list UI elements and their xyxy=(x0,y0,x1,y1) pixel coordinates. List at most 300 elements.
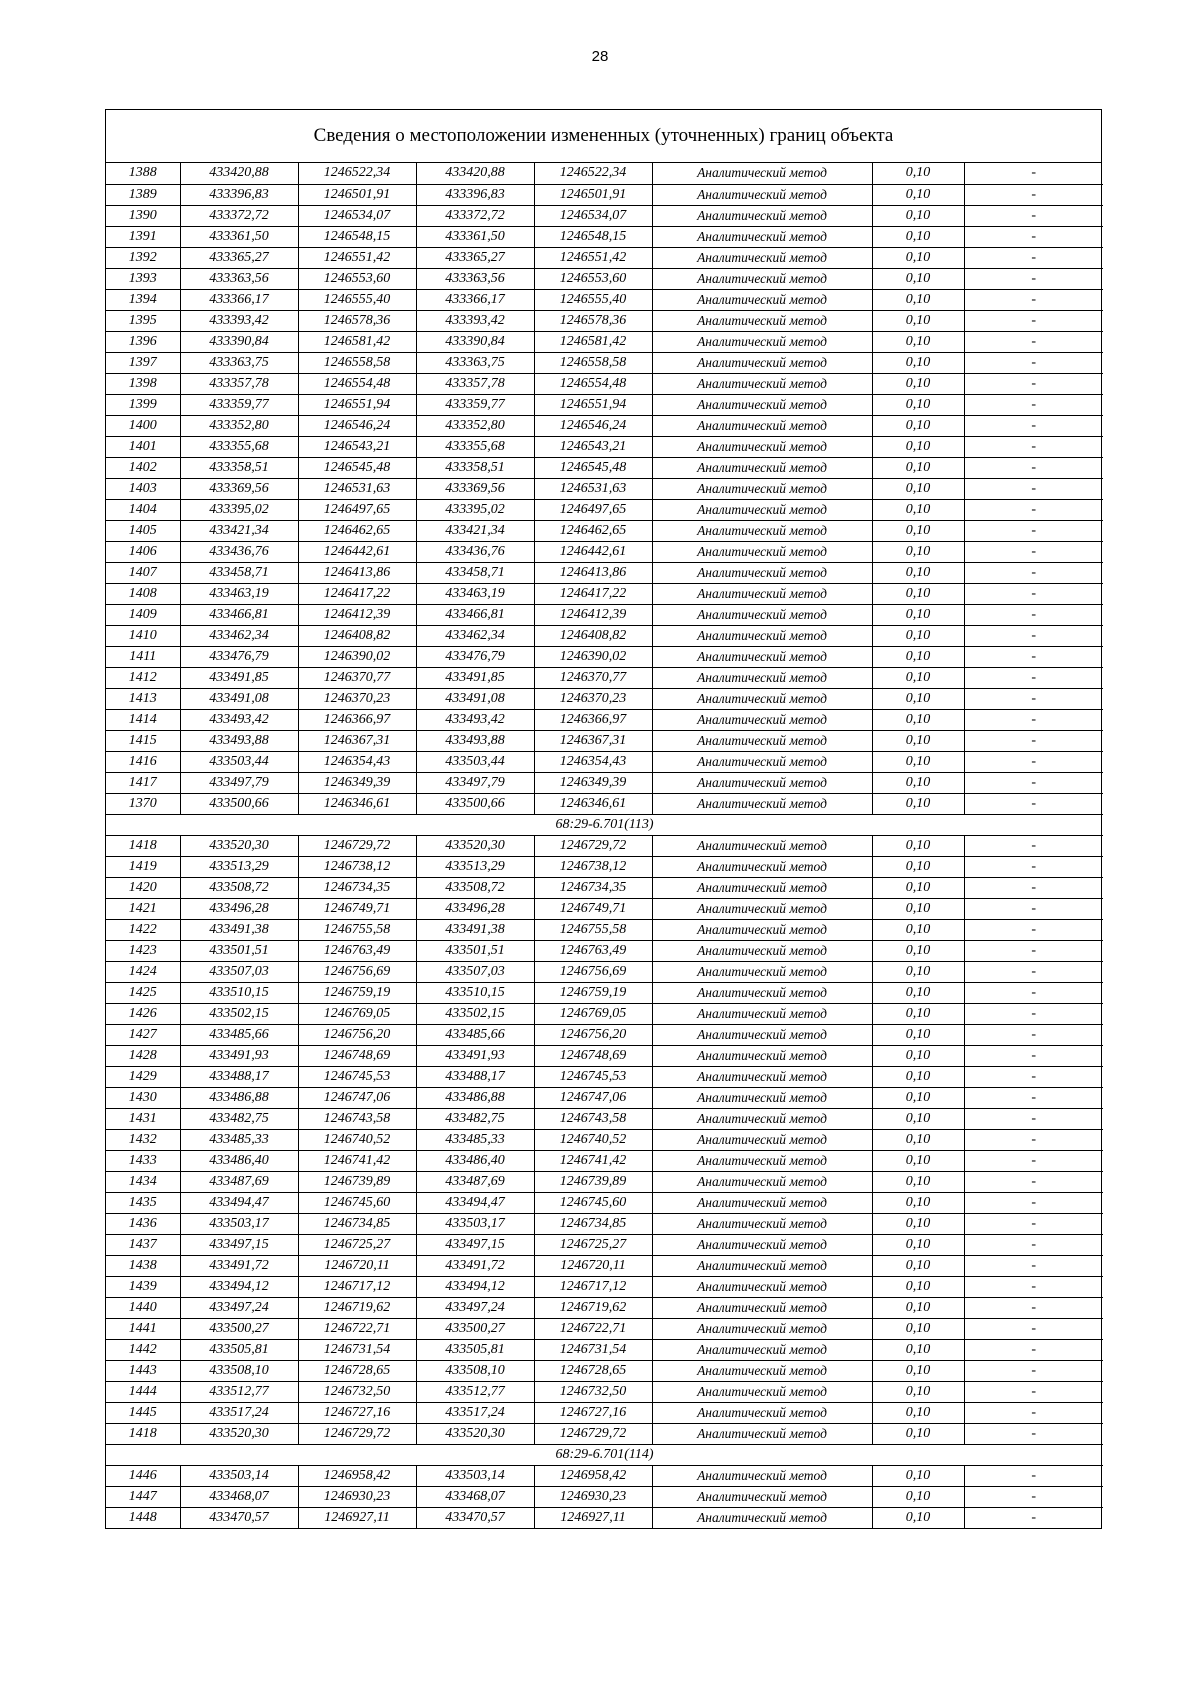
table-row xyxy=(106,1024,1103,1045)
point-number-cell: 1441 xyxy=(106,1318,180,1339)
method-cell: Аналитический метод xyxy=(652,793,872,814)
point-number-cell: 1370 xyxy=(106,793,180,814)
accuracy-cell: 0,10 xyxy=(872,667,964,688)
x-old-cell: 433476,79 xyxy=(180,646,298,667)
y-old-cell: 1246745,60 xyxy=(298,1192,416,1213)
x-old-cell: 433512,77 xyxy=(180,1381,298,1402)
y-old-cell: 1246370,23 xyxy=(298,688,416,709)
method-cell: Аналитический метод xyxy=(652,499,872,520)
x-new-cell: 433363,56 xyxy=(416,268,534,289)
y-new-cell: 1246545,48 xyxy=(534,457,652,478)
description-cell: - xyxy=(964,1381,1103,1402)
table-row xyxy=(106,793,1103,814)
y-new-cell: 1246390,02 xyxy=(534,646,652,667)
x-new-cell: 433513,29 xyxy=(416,856,534,877)
description-cell: - xyxy=(964,1318,1103,1339)
y-new-cell: 1246717,12 xyxy=(534,1276,652,1297)
y-new-cell: 1246725,27 xyxy=(534,1234,652,1255)
point-number-cell: 1435 xyxy=(106,1192,180,1213)
table-title: Сведения о местоположении измененных (уточненных) границ объекта xyxy=(106,110,1101,163)
y-new-cell: 1246930,23 xyxy=(534,1486,652,1507)
description-cell: - xyxy=(964,856,1103,877)
table-row xyxy=(106,1171,1103,1192)
table-row xyxy=(106,646,1103,667)
accuracy-cell: 0,10 xyxy=(872,982,964,1003)
description-cell: - xyxy=(964,1108,1103,1129)
y-old-cell: 1246732,50 xyxy=(298,1381,416,1402)
description-cell: - xyxy=(964,352,1103,373)
table-row xyxy=(106,520,1103,541)
description-cell: - xyxy=(964,1213,1103,1234)
table-row xyxy=(106,1360,1103,1381)
accuracy-cell: 0,10 xyxy=(872,1045,964,1066)
method-cell: Аналитический метод xyxy=(652,1276,872,1297)
accuracy-cell: 0,10 xyxy=(872,247,964,268)
y-new-cell: 1246727,16 xyxy=(534,1402,652,1423)
y-new-cell: 1246366,97 xyxy=(534,709,652,730)
accuracy-cell: 0,10 xyxy=(872,1024,964,1045)
description-cell: - xyxy=(964,1129,1103,1150)
point-number-cell: 1402 xyxy=(106,457,180,478)
y-new-cell: 1246346,61 xyxy=(534,793,652,814)
y-new-cell: 1246578,36 xyxy=(534,310,652,331)
x-new-cell: 433488,17 xyxy=(416,1066,534,1087)
description-cell: - xyxy=(964,1486,1103,1507)
x-new-cell: 433485,33 xyxy=(416,1129,534,1150)
page-number: 28 xyxy=(591,48,609,65)
y-old-cell: 1246413,86 xyxy=(298,562,416,583)
x-new-cell: 433502,15 xyxy=(416,1003,534,1024)
description-cell: - xyxy=(964,1087,1103,1108)
y-old-cell: 1246930,23 xyxy=(298,1486,416,1507)
y-old-cell: 1246462,65 xyxy=(298,520,416,541)
table-row xyxy=(106,1066,1103,1087)
accuracy-cell: 0,10 xyxy=(872,1192,964,1213)
y-new-cell: 1246732,50 xyxy=(534,1381,652,1402)
table-row xyxy=(106,982,1103,1003)
accuracy-cell: 0,10 xyxy=(872,1381,964,1402)
accuracy-cell: 0,10 xyxy=(872,163,964,184)
method-cell: Аналитический метод xyxy=(652,667,872,688)
y-old-cell: 1246531,63 xyxy=(298,478,416,499)
x-old-cell: 433491,38 xyxy=(180,919,298,940)
table-row xyxy=(106,1108,1103,1129)
point-number-cell: 1425 xyxy=(106,982,180,1003)
y-old-cell: 1246717,12 xyxy=(298,1276,416,1297)
x-new-cell: 433520,30 xyxy=(416,1423,534,1444)
table-row xyxy=(106,772,1103,793)
method-cell: Аналитический метод xyxy=(652,1003,872,1024)
method-cell: Аналитический метод xyxy=(652,1192,872,1213)
x-new-cell: 433503,17 xyxy=(416,1213,534,1234)
y-old-cell: 1246763,49 xyxy=(298,940,416,961)
x-old-cell: 433466,81 xyxy=(180,604,298,625)
y-old-cell: 1246442,61 xyxy=(298,541,416,562)
accuracy-cell: 0,10 xyxy=(872,352,964,373)
x-old-cell: 433359,77 xyxy=(180,394,298,415)
x-old-cell: 433491,93 xyxy=(180,1045,298,1066)
x-old-cell: 433500,27 xyxy=(180,1318,298,1339)
x-new-cell: 433493,88 xyxy=(416,730,534,751)
description-cell: - xyxy=(964,1003,1103,1024)
x-old-cell: 433508,10 xyxy=(180,1360,298,1381)
method-cell: Аналитический метод xyxy=(652,1150,872,1171)
description-cell: - xyxy=(964,310,1103,331)
description-cell: - xyxy=(964,331,1103,352)
y-new-cell: 1246370,77 xyxy=(534,667,652,688)
point-number-cell: 1401 xyxy=(106,436,180,457)
description-cell: - xyxy=(964,898,1103,919)
method-cell: Аналитический метод xyxy=(652,604,872,625)
x-new-cell: 433361,50 xyxy=(416,226,534,247)
y-old-cell: 1246555,40 xyxy=(298,289,416,310)
description-cell: - xyxy=(964,1066,1103,1087)
table-row xyxy=(106,856,1103,877)
x-new-cell: 433358,51 xyxy=(416,457,534,478)
y-new-cell: 1246722,71 xyxy=(534,1318,652,1339)
y-old-cell: 1246370,77 xyxy=(298,667,416,688)
y-new-cell: 1246927,11 xyxy=(534,1507,652,1528)
y-new-cell: 1246741,42 xyxy=(534,1150,652,1171)
accuracy-cell: 0,10 xyxy=(872,226,964,247)
method-cell: Аналитический метод xyxy=(652,1339,872,1360)
method-cell: Аналитический метод xyxy=(652,1129,872,1150)
x-new-cell: 433505,81 xyxy=(416,1339,534,1360)
x-new-cell: 433501,51 xyxy=(416,940,534,961)
y-new-cell: 1246729,72 xyxy=(534,835,652,856)
method-cell: Аналитический метод xyxy=(652,1108,872,1129)
x-new-cell: 433493,42 xyxy=(416,709,534,730)
x-new-cell: 433497,24 xyxy=(416,1297,534,1318)
table-row xyxy=(106,919,1103,940)
y-new-cell: 1246747,06 xyxy=(534,1087,652,1108)
description-cell: - xyxy=(964,1465,1103,1486)
y-old-cell: 1246927,11 xyxy=(298,1507,416,1528)
accuracy-cell: 0,10 xyxy=(872,1108,964,1129)
method-cell: Аналитический метод xyxy=(652,646,872,667)
y-old-cell: 1246756,20 xyxy=(298,1024,416,1045)
table-row xyxy=(106,310,1103,331)
y-old-cell: 1246731,54 xyxy=(298,1339,416,1360)
y-new-cell: 1246408,82 xyxy=(534,625,652,646)
accuracy-cell: 0,10 xyxy=(872,604,964,625)
y-old-cell: 1246346,61 xyxy=(298,793,416,814)
point-number-cell: 1396 xyxy=(106,331,180,352)
table-row xyxy=(106,625,1103,646)
x-old-cell: 433393,42 xyxy=(180,310,298,331)
accuracy-cell: 0,10 xyxy=(872,520,964,541)
y-new-cell: 1246734,35 xyxy=(534,877,652,898)
y-new-cell: 1246756,20 xyxy=(534,1024,652,1045)
description-cell: - xyxy=(964,1045,1103,1066)
y-old-cell: 1246739,89 xyxy=(298,1171,416,1192)
description-cell: - xyxy=(964,1507,1103,1528)
x-old-cell: 433485,66 xyxy=(180,1024,298,1045)
x-new-cell: 433482,75 xyxy=(416,1108,534,1129)
description-cell: - xyxy=(964,709,1103,730)
x-old-cell: 433352,80 xyxy=(180,415,298,436)
accuracy-cell: 0,10 xyxy=(872,478,964,499)
description-cell: - xyxy=(964,541,1103,562)
x-new-cell: 433352,80 xyxy=(416,415,534,436)
x-old-cell: 433491,08 xyxy=(180,688,298,709)
method-cell: Аналитический метод xyxy=(652,1402,872,1423)
x-new-cell: 433494,12 xyxy=(416,1276,534,1297)
accuracy-cell: 0,10 xyxy=(872,1234,964,1255)
accuracy-cell: 0,10 xyxy=(872,877,964,898)
accuracy-cell: 0,10 xyxy=(872,940,964,961)
description-cell: - xyxy=(964,982,1103,1003)
y-old-cell: 1246740,52 xyxy=(298,1129,416,1150)
point-number-cell: 1416 xyxy=(106,751,180,772)
description-cell: - xyxy=(964,457,1103,478)
x-old-cell: 433470,57 xyxy=(180,1507,298,1528)
description-cell: - xyxy=(964,499,1103,520)
x-new-cell: 433476,79 xyxy=(416,646,534,667)
point-number-cell: 1403 xyxy=(106,478,180,499)
y-old-cell: 1246578,36 xyxy=(298,310,416,331)
x-new-cell: 433486,40 xyxy=(416,1150,534,1171)
method-cell: Аналитический метод xyxy=(652,268,872,289)
method-cell: Аналитический метод xyxy=(652,730,872,751)
x-old-cell: 433366,17 xyxy=(180,289,298,310)
y-new-cell: 1246755,58 xyxy=(534,919,652,940)
table-row xyxy=(106,499,1103,520)
x-old-cell: 433517,24 xyxy=(180,1402,298,1423)
y-new-cell: 1246739,89 xyxy=(534,1171,652,1192)
y-old-cell: 1246551,94 xyxy=(298,394,416,415)
method-cell: Аналитический метод xyxy=(652,751,872,772)
accuracy-cell: 0,10 xyxy=(872,436,964,457)
table-row xyxy=(106,1087,1103,1108)
y-new-cell: 1246531,63 xyxy=(534,478,652,499)
y-new-cell: 1246719,62 xyxy=(534,1297,652,1318)
accuracy-cell: 0,10 xyxy=(872,1465,964,1486)
section-header-row xyxy=(106,814,1103,835)
table-row xyxy=(106,1213,1103,1234)
description-cell: - xyxy=(964,604,1103,625)
table-row xyxy=(106,247,1103,268)
method-cell: Аналитический метод xyxy=(652,1045,872,1066)
table-row xyxy=(106,1318,1103,1339)
x-new-cell: 433463,19 xyxy=(416,583,534,604)
method-cell: Аналитический метод xyxy=(652,436,872,457)
x-old-cell: 433493,88 xyxy=(180,730,298,751)
y-old-cell: 1246722,71 xyxy=(298,1318,416,1339)
accuracy-cell: 0,10 xyxy=(872,1003,964,1024)
table-row xyxy=(106,1255,1103,1276)
description-cell: - xyxy=(964,520,1103,541)
point-number-cell: 1422 xyxy=(106,919,180,940)
description-cell: - xyxy=(964,961,1103,982)
point-number-cell: 1408 xyxy=(106,583,180,604)
accuracy-cell: 0,10 xyxy=(872,1276,964,1297)
y-new-cell: 1246534,07 xyxy=(534,205,652,226)
y-old-cell: 1246734,85 xyxy=(298,1213,416,1234)
accuracy-cell: 0,10 xyxy=(872,919,964,940)
method-cell: Аналитический метод xyxy=(652,310,872,331)
y-new-cell: 1246417,22 xyxy=(534,583,652,604)
table-row xyxy=(106,289,1103,310)
method-cell: Аналитический метод xyxy=(652,184,872,205)
x-old-cell: 433486,40 xyxy=(180,1150,298,1171)
table-row xyxy=(106,1297,1103,1318)
y-new-cell: 1246501,91 xyxy=(534,184,652,205)
point-number-cell: 1406 xyxy=(106,541,180,562)
point-number-cell: 1390 xyxy=(106,205,180,226)
method-cell: Аналитический метод xyxy=(652,1297,872,1318)
accuracy-cell: 0,10 xyxy=(872,1423,964,1444)
point-number-cell: 1407 xyxy=(106,562,180,583)
y-old-cell: 1246729,72 xyxy=(298,1423,416,1444)
table-row xyxy=(106,1234,1103,1255)
x-new-cell: 433503,44 xyxy=(416,751,534,772)
x-old-cell: 433513,29 xyxy=(180,856,298,877)
x-old-cell: 433363,75 xyxy=(180,352,298,373)
x-old-cell: 433468,07 xyxy=(180,1486,298,1507)
x-old-cell: 433361,50 xyxy=(180,226,298,247)
x-old-cell: 433501,51 xyxy=(180,940,298,961)
y-old-cell: 1246354,43 xyxy=(298,751,416,772)
description-cell: - xyxy=(964,184,1103,205)
point-number-cell: 1399 xyxy=(106,394,180,415)
description-cell: - xyxy=(964,793,1103,814)
accuracy-cell: 0,10 xyxy=(872,415,964,436)
description-cell: - xyxy=(964,646,1103,667)
y-old-cell: 1246741,42 xyxy=(298,1150,416,1171)
table-row xyxy=(106,373,1103,394)
x-old-cell: 433487,69 xyxy=(180,1171,298,1192)
x-new-cell: 433485,66 xyxy=(416,1024,534,1045)
point-number-cell: 1448 xyxy=(106,1507,180,1528)
description-cell: - xyxy=(964,478,1103,499)
description-cell: - xyxy=(964,1171,1103,1192)
x-new-cell: 433363,75 xyxy=(416,352,534,373)
accuracy-cell: 0,10 xyxy=(872,499,964,520)
point-number-cell: 1439 xyxy=(106,1276,180,1297)
table-row xyxy=(106,331,1103,352)
x-new-cell: 433497,79 xyxy=(416,772,534,793)
y-old-cell: 1246367,31 xyxy=(298,730,416,751)
point-number-cell: 1400 xyxy=(106,415,180,436)
y-new-cell: 1246740,52 xyxy=(534,1129,652,1150)
y-new-cell: 1246731,54 xyxy=(534,1339,652,1360)
x-old-cell: 433500,66 xyxy=(180,793,298,814)
accuracy-cell: 0,10 xyxy=(872,688,964,709)
x-old-cell: 433497,79 xyxy=(180,772,298,793)
method-cell: Аналитический метод xyxy=(652,1066,872,1087)
point-number-cell: 1431 xyxy=(106,1108,180,1129)
method-cell: Аналитический метод xyxy=(652,373,872,394)
method-cell: Аналитический метод xyxy=(652,1171,872,1192)
y-old-cell: 1246553,60 xyxy=(298,268,416,289)
accuracy-cell: 0,10 xyxy=(872,961,964,982)
x-new-cell: 433491,72 xyxy=(416,1255,534,1276)
x-new-cell: 433494,47 xyxy=(416,1192,534,1213)
x-old-cell: 433494,12 xyxy=(180,1276,298,1297)
accuracy-cell: 0,10 xyxy=(872,709,964,730)
point-number-cell: 1442 xyxy=(106,1339,180,1360)
description-cell: - xyxy=(964,835,1103,856)
table-row xyxy=(106,226,1103,247)
x-new-cell: 433510,15 xyxy=(416,982,534,1003)
point-number-cell: 1393 xyxy=(106,268,180,289)
table-row xyxy=(106,1423,1103,1444)
x-old-cell: 433365,27 xyxy=(180,247,298,268)
y-old-cell: 1246759,19 xyxy=(298,982,416,1003)
y-new-cell: 1246543,21 xyxy=(534,436,652,457)
point-number-cell: 1428 xyxy=(106,1045,180,1066)
point-number-cell: 1409 xyxy=(106,604,180,625)
description-cell: - xyxy=(964,436,1103,457)
table-row xyxy=(106,1486,1103,1507)
x-new-cell: 433458,71 xyxy=(416,562,534,583)
x-old-cell: 433520,30 xyxy=(180,1423,298,1444)
method-cell: Аналитический метод xyxy=(652,457,872,478)
point-number-cell: 1424 xyxy=(106,961,180,982)
coordinates-table-body xyxy=(106,163,1103,1528)
point-number-cell: 1443 xyxy=(106,1360,180,1381)
table-row xyxy=(106,604,1103,625)
description-cell: - xyxy=(964,1192,1103,1213)
method-cell: Аналитический метод xyxy=(652,1381,872,1402)
y-old-cell: 1246755,58 xyxy=(298,919,416,940)
x-new-cell: 433491,38 xyxy=(416,919,534,940)
table-row xyxy=(106,961,1103,982)
x-new-cell: 433520,30 xyxy=(416,835,534,856)
table-row xyxy=(106,688,1103,709)
accuracy-cell: 0,10 xyxy=(872,772,964,793)
x-new-cell: 433436,76 xyxy=(416,541,534,562)
x-old-cell: 433494,47 xyxy=(180,1192,298,1213)
accuracy-cell: 0,10 xyxy=(872,751,964,772)
point-number-cell: 1397 xyxy=(106,352,180,373)
accuracy-cell: 0,10 xyxy=(872,856,964,877)
y-old-cell: 1246747,06 xyxy=(298,1087,416,1108)
x-old-cell: 433510,15 xyxy=(180,982,298,1003)
description-cell: - xyxy=(964,1402,1103,1423)
y-new-cell: 1246958,42 xyxy=(534,1465,652,1486)
y-new-cell: 1246734,85 xyxy=(534,1213,652,1234)
method-cell: Аналитический метод xyxy=(652,940,872,961)
accuracy-cell: 0,10 xyxy=(872,835,964,856)
method-cell: Аналитический метод xyxy=(652,1486,872,1507)
description-cell: - xyxy=(964,1024,1103,1045)
x-old-cell: 433505,81 xyxy=(180,1339,298,1360)
point-number-cell: 1429 xyxy=(106,1066,180,1087)
accuracy-cell: 0,10 xyxy=(872,541,964,562)
accuracy-cell: 0,10 xyxy=(872,457,964,478)
method-cell: Аналитический метод xyxy=(652,205,872,226)
description-cell: - xyxy=(964,772,1103,793)
y-new-cell: 1246522,34 xyxy=(534,163,652,184)
point-number-cell: 1434 xyxy=(106,1171,180,1192)
method-cell: Аналитический метод xyxy=(652,1318,872,1339)
y-new-cell: 1246745,60 xyxy=(534,1192,652,1213)
description-cell: - xyxy=(964,1150,1103,1171)
point-number-cell: 1388 xyxy=(106,163,180,184)
method-cell: Аналитический метод xyxy=(652,709,872,730)
y-new-cell: 1246370,23 xyxy=(534,688,652,709)
method-cell: Аналитический метод xyxy=(652,877,872,898)
y-new-cell: 1246720,11 xyxy=(534,1255,652,1276)
x-new-cell: 433491,08 xyxy=(416,688,534,709)
accuracy-cell: 0,10 xyxy=(872,898,964,919)
x-new-cell: 433421,34 xyxy=(416,520,534,541)
description-cell: - xyxy=(964,394,1103,415)
table-row xyxy=(106,562,1103,583)
accuracy-cell: 0,10 xyxy=(872,310,964,331)
